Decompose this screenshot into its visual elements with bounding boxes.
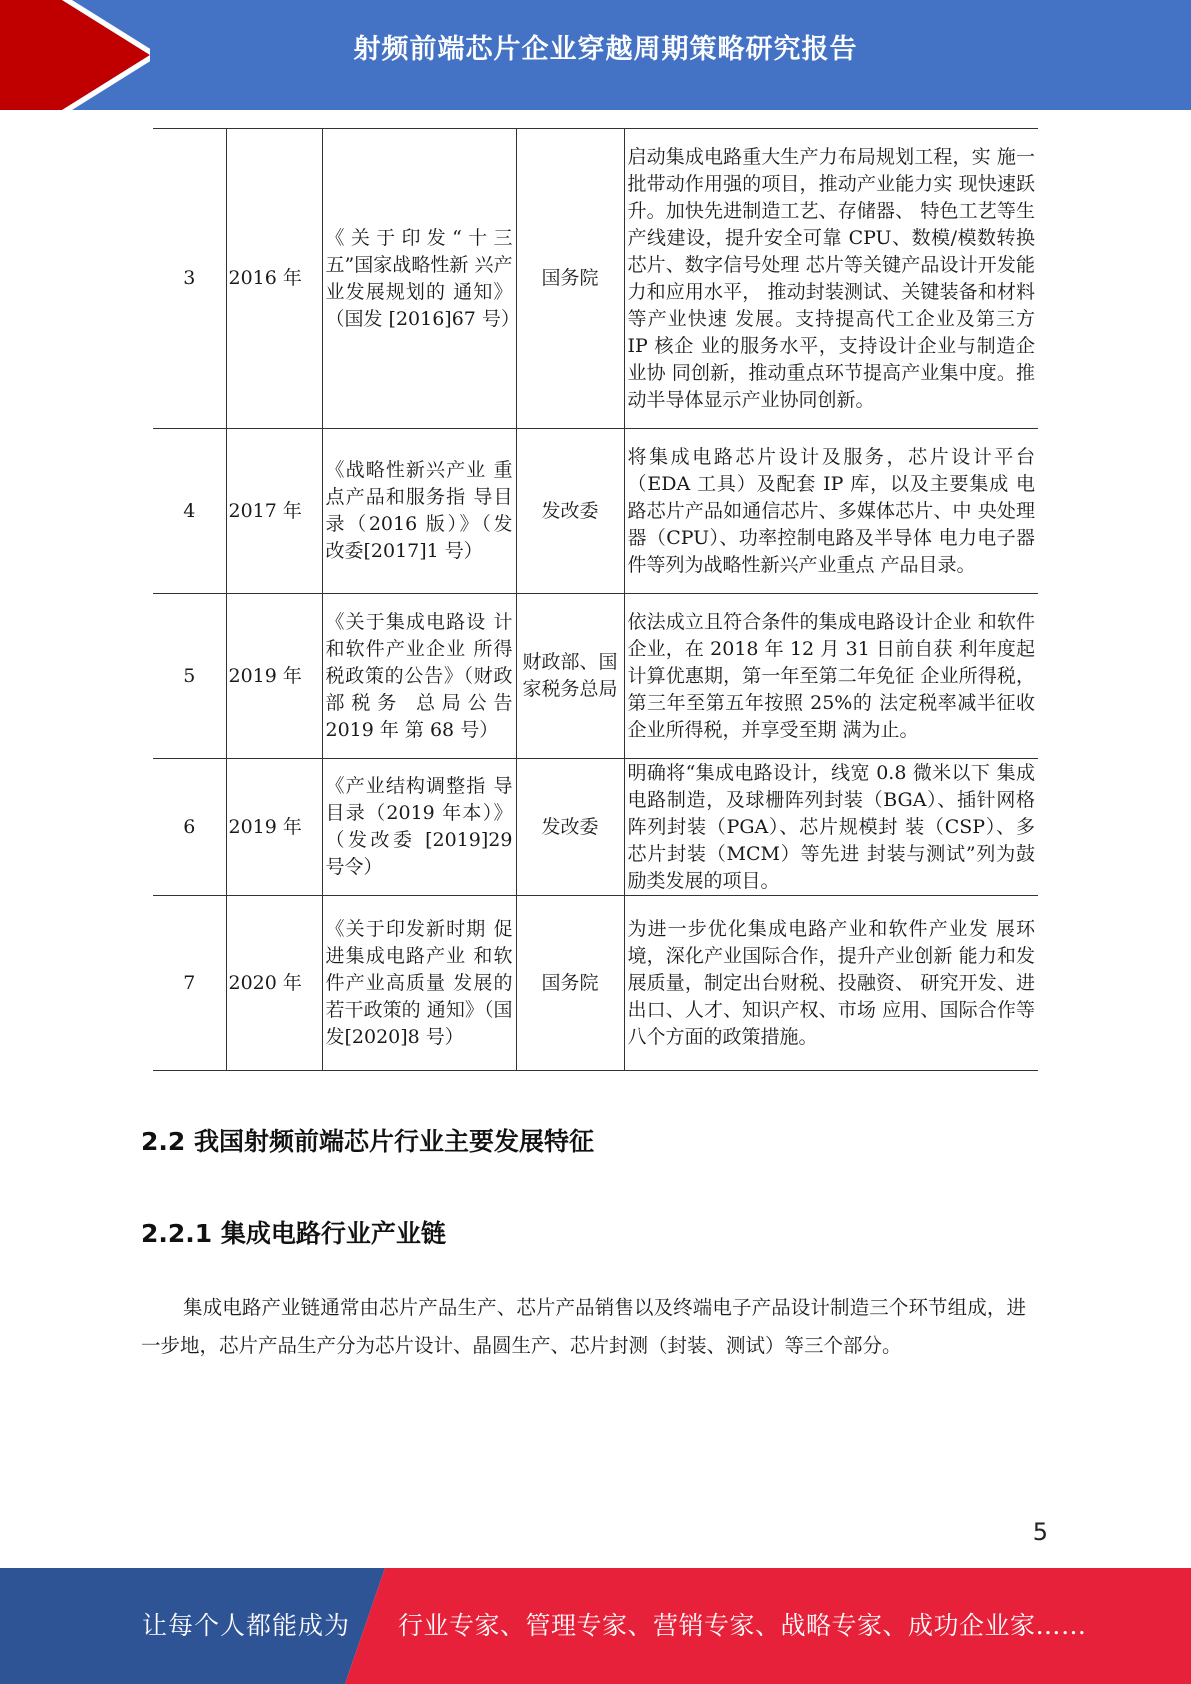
row-content: 依法成立且符合条件的集成电路设计企业 和软件企业，在 2018 年 12 月 31 日前自获 利年度起计算优惠期，第一年至第二年免征 企业所得税，第三年至第五年按照 25%的 法定税率减半征收企业所得税，并享受至期 满为止。 — [624, 594, 1038, 759]
table-row — [153, 429, 1038, 594]
row-document: 《产业结构调整指 导目录（2019 年本）》（发改委 [2019]29 号令） — [322, 759, 516, 896]
section-title: 我国射频前端芯片行业主要发展特征 — [194, 1127, 595, 1156]
section-number: 2.2 — [141, 1127, 186, 1156]
table-row — [153, 594, 1038, 759]
row-year: 2020 年 — [226, 896, 322, 1071]
section-number: 2.2.1 — [141, 1219, 213, 1248]
row-issuer: 国务院 — [516, 129, 624, 429]
row-year: 2017 年 — [226, 429, 322, 594]
row-year: 2016 年 — [226, 129, 322, 429]
row-number: 7 — [153, 896, 226, 1071]
row-issuer: 发改委 — [516, 429, 624, 594]
row-number: 4 — [153, 429, 226, 594]
policy-table — [153, 128, 1038, 1071]
body-paragraph: 集成电路产业链通常由芯片产品生产、芯片产品销售以及终端电子产品设计制造三个环节组成，进一步地，芯片产品生产分为芯片设计、晶圆生产、芯片封测（封装、测试）等三个部分。 — [141, 1296, 1026, 1357]
table-row — [153, 129, 1038, 429]
table-row — [153, 759, 1038, 896]
page-header — [0, 0, 1191, 110]
row-document: 《关于印发“十三 五”国家战略性新 兴产业发展规划的 通知》（国发 [2016]67 号） — [322, 129, 516, 429]
row-issuer: 财政部、国家税务总局 — [516, 594, 624, 759]
report-title: 射频前端芯片企业穿越周期策略研究报告 — [353, 34, 858, 65]
row-document: 《关于集成电路设 计和软件产业企业 所得税政策的公告》（财政部税务 总局公告 2019 年 第 68 号） — [322, 594, 516, 759]
row-document: 《战略性新兴产业 重点产品和服务指 导目录（2016 版）》（发改委[2017]1 号） — [322, 429, 516, 594]
section-title: 集成电路行业产业链 — [220, 1219, 446, 1248]
row-number: 5 — [153, 594, 226, 759]
row-number: 6 — [153, 759, 226, 896]
row-document: 《关于印发新时期 促进集成电路产业 和软件产业高质量 发展的若干政策的 通知》（国发[2020]8 号） — [322, 896, 516, 1071]
row-content: 将集成电路芯片设计及服务，芯片设计平台（EDA 工具）及配套 IP 库，以及主要集成 电路芯片产品如通信芯片、多媒体芯片、中 央处理器（CPU）、功率控制电路及半导体 电力电子器件等列为战略性新兴产业重点 产品目录。 — [624, 429, 1038, 594]
section-heading-2-2-1 — [141, 1214, 446, 1250]
footer-slogan-right: 行业专家、管理专家、营销专家、战略专家、成功企业家…… — [398, 1611, 1087, 1640]
row-year: 2019 年 — [226, 594, 322, 759]
row-issuer: 国务院 — [516, 896, 624, 1071]
row-number: 3 — [153, 129, 226, 429]
row-year: 2019 年 — [226, 759, 322, 896]
footer-slogan-left: 让每个人都能成为 — [142, 1611, 351, 1640]
row-content: 为进一步优化集成电路产业和软件产业发 展环境，深化产业国际合作，提升产业创新 能力和发展质量，制定出台财税、投融资、 研究开发、进出口、人才、知识产权、市场 应用、国际合作等八个方面的政策措施。 — [624, 896, 1038, 1071]
row-content: 启动集成电路重大生产力布局规划工程，实 施一批带动作用强的项目，推动产业能力实 现快速跃升。加快先进制造工艺、存储器、 特色工艺等生产线建设，提升安全可靠 CPU、数模/模数转换芯片、数字信号处理 芯片等关键产品设计开发能力和应用水平， 推动封装测试、关键装备和材料等产业快速 发展。支持提高代工企业及第三方 IP 核企 业的服务水平，支持设计企业与制造企业协 同创新，推动重点环节提高产业集中度。推 动半导体显示产业协同创新。 — [624, 129, 1038, 429]
page-number: 5 — [1032, 1518, 1048, 1546]
page-footer — [0, 1568, 1191, 1684]
row-issuer: 发改委 — [516, 759, 624, 896]
table-row — [153, 896, 1038, 1071]
section-heading-2-2 — [141, 1122, 594, 1158]
row-content: 明确将“集成电路设计，线宽 0.8 微米以下 集成电路制造，及球栅阵列封装（BGA）、插针网格阵列封装（PGA）、芯片规模封 装（CSP）、多芯片封装（MCM）等先进 封装与测试”列为鼓励类发展的项目。 — [624, 759, 1038, 896]
